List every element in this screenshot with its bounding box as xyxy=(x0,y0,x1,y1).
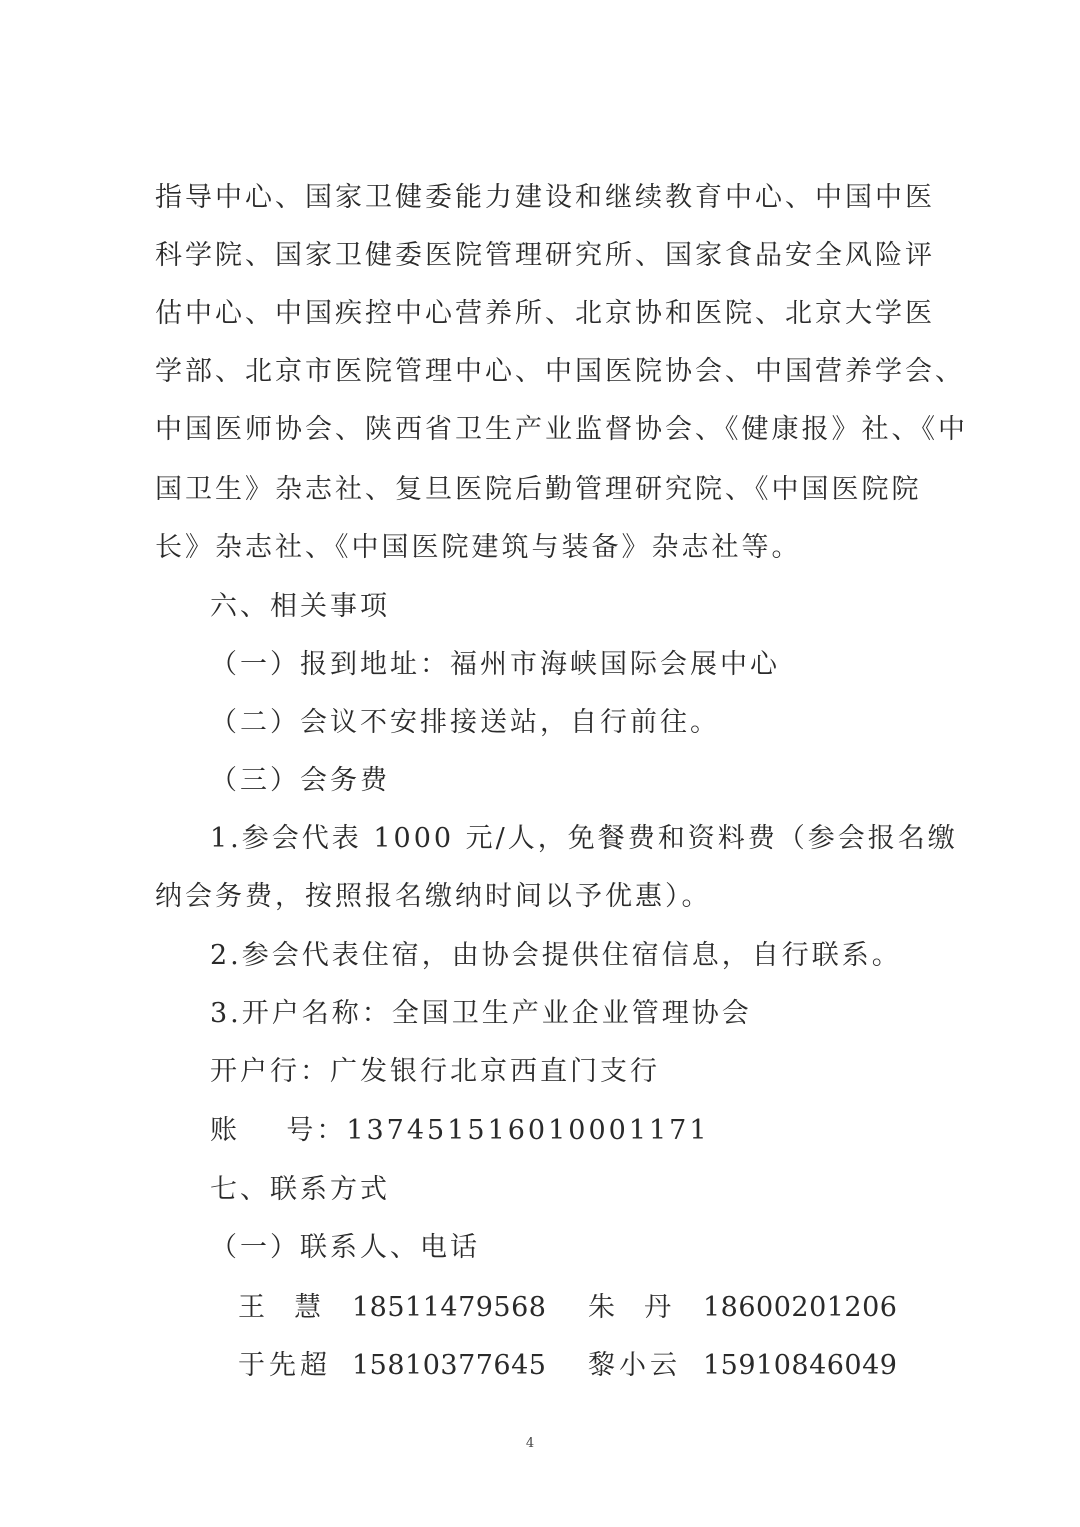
body-line-6: 国卫生》杂志社、复旦医院后勤管理研究院、《中国医院院 xyxy=(155,474,922,505)
account-line: 账 号：137451516010001171 xyxy=(210,1115,710,1146)
fee1-line1: 1.参会代表 1000 元/人，免餐费和资料费（参会报名缴 xyxy=(210,823,958,854)
body-line-5: 中国医师协会、陕西省卫生产业监督协会、《健康报》社、《中 xyxy=(155,414,968,445)
section7-heading: 七、联系方式 xyxy=(210,1174,390,1205)
contact-phone-3: 15810377645 xyxy=(352,1350,547,1381)
body-line-2: 科学院、国家卫健委医院管理研究所、国家食品安全风险评 xyxy=(155,240,935,271)
contact-name-4: 黎小云 xyxy=(588,1350,681,1381)
section7-item1: （一）联系人、电话 xyxy=(210,1232,480,1263)
body-line-7: 长》杂志社、《中国医院建筑与装备》杂志社等。 xyxy=(155,532,802,563)
fee1-line2: 纳会务费，按照报名缴纳时间以予优惠）。 xyxy=(155,881,712,912)
fee3: 3.开户名称：全国卫生产业企业管理协会 xyxy=(210,998,752,1029)
section6-item1: （一）报到地址：福州市海峡国际会展中心 xyxy=(210,649,780,680)
contact-phone-4: 15910846049 xyxy=(703,1350,898,1381)
body-line-3: 估中心、中国疾控中心营养所、北京协和医院、北京大学医 xyxy=(155,298,935,329)
body-line-1: 指导中心、国家卫健委能力建设和继续教育中心、中国中医 xyxy=(155,182,935,213)
contact-name-2: 朱 丹 xyxy=(588,1292,676,1323)
page-number: 4 xyxy=(525,1436,535,1451)
section6-heading: 六、相关事项 xyxy=(210,591,390,622)
section6-item3: （三）会务费 xyxy=(210,765,390,796)
section6-item2: （二）会议不安排接送站，自行前往。 xyxy=(210,707,720,738)
bank-line: 开户行：广发银行北京西直门支行 xyxy=(210,1056,660,1087)
contact-phone-2: 18600201206 xyxy=(703,1292,898,1323)
body-line-4: 学部、北京市医院管理中心、中国医院协会、中国营养学会、 xyxy=(155,356,965,387)
fee2: 2.参会代表住宿，由协会提供住宿信息，自行联系。 xyxy=(210,940,902,971)
contact-name-1: 王 慧 xyxy=(238,1292,326,1323)
contact-phone-1: 18511479568 xyxy=(352,1292,547,1323)
contact-name-3: 于先超 xyxy=(238,1350,331,1381)
